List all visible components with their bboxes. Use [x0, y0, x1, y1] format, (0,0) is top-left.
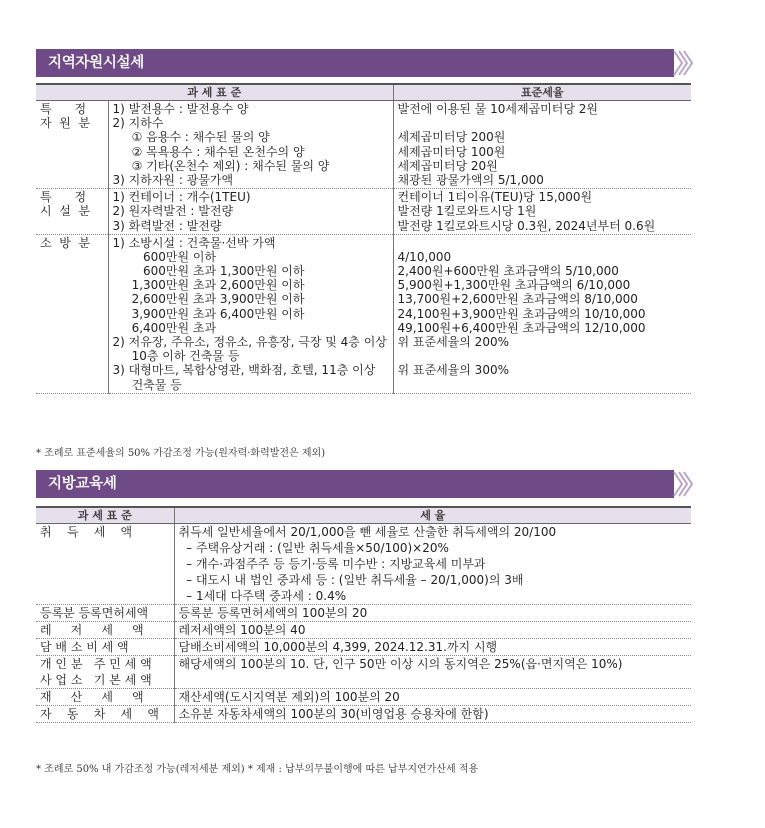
rate-cell [393, 234, 691, 393]
rate-line: 24,100원+3,900만원 초과금액의 10/10,000 [397, 306, 646, 321]
tax-base-line: 600만원 초과 1,300만원 이하 [112, 264, 305, 279]
table-row [36, 189, 691, 235]
tax-base-line: 1,300만원 초과 2,600만원 이하 [112, 278, 305, 293]
rate-line [398, 349, 688, 363]
header-rate: 세 율 [174, 507, 691, 524]
rate-cell [174, 656, 691, 689]
category-cell [36, 706, 174, 723]
section1-title-band [36, 49, 692, 77]
tax-base-cell [108, 234, 393, 393]
rate-cell [174, 639, 691, 656]
rate-cell [174, 689, 691, 706]
category-cell [36, 622, 174, 639]
category-cell [36, 189, 108, 235]
category-label: 재 산 세 액 [40, 690, 144, 704]
section2-footnote: * 조례로 50% 내 가감조정 가능(레저세분 제외) * 제재 : 납부의무불이행에 따른 납부지연가산세 적용 [36, 764, 479, 775]
rate-line [398, 378, 688, 392]
rate-line: 소유분 자동차세액의 100분의 30(비영업용 승용차에 한함) [178, 707, 489, 721]
tax-base-line: 건축물 등 [112, 377, 182, 392]
tax-base-line: ③ 기타(온천수 제외) : 채수된 물의 양 [112, 158, 330, 173]
rate-line: – 대도시 내 법인 중과세 등 : (일반 취득세율 – 20/1,000)의 3배 [178, 573, 524, 587]
table-header [36, 84, 691, 101]
tax-base-line: 2) 지하수 [112, 116, 164, 131]
rate-cell [174, 605, 691, 622]
category-cell [36, 101, 108, 189]
header-rate: 표준세율 [393, 84, 691, 101]
tax-base-line: 2) 원자력발전 : 발전량 [112, 204, 234, 219]
chevron-decoration-icon [672, 470, 694, 498]
header-tax-base: 과 세 표 준 [36, 507, 174, 524]
tax-base-line: 2) 저유장, 주유소, 정유소, 유흥장, 극장 및 4층 이상 [112, 335, 387, 349]
rate-cell [393, 101, 691, 189]
category-cell [36, 656, 174, 689]
table-row [36, 706, 691, 723]
table-row [36, 524, 691, 605]
rate-cell [174, 622, 691, 639]
category-label: 자 동 차 세 액 [40, 707, 159, 721]
tax-base-line: 6,400만원 초과 [112, 320, 217, 335]
rate-line: 담배소비세액의 10,000분의 4,399, 2024.12.31.까지 시행 [178, 640, 498, 654]
tax-base-line: 1) 발전용수 : 발전용수 양 [112, 102, 249, 116]
header-tax-base: 과 세 표 준 [36, 84, 393, 101]
table-header [36, 507, 691, 524]
rate-line: 재산세액(도시지역분 제외)의 100분의 20 [178, 690, 400, 704]
rate-line: – 주택유상거래 : (일반 취득세율×50/100)×20% [178, 541, 449, 555]
tax-base-line: 10층 이하 건축물 등 [112, 349, 240, 364]
category-label: 레 저 세 액 [40, 623, 144, 637]
category-cell [36, 234, 108, 393]
rate-line: – 1세대 다주택 중과세 : 0.4% [178, 589, 347, 603]
rate-line: 발전량 1킬로와트시당 0.3원, 2024년부터 0.6원 [397, 218, 656, 233]
rate-line: 위 표준세율의 200% [397, 335, 509, 349]
tax-base-line: 1) 컨테이너 : 개수(1TEU) [112, 190, 251, 205]
tax-base-cell [108, 101, 393, 189]
rate-cell [393, 189, 691, 235]
tax-base-line: 3) 대형마트, 복합상영관, 백화점, 호텔, 11층 이상 [112, 363, 376, 378]
category-label: 등록분 등록면허세액 [40, 606, 149, 620]
tax-base-line: 3) 화력발전 : 발전량 [112, 218, 222, 233]
rate-line: – 개수·과점주주 등 등기·등록 미수반 : 지방교육세 미부과 [178, 557, 486, 571]
rate-line [398, 236, 688, 250]
table-row [36, 689, 691, 706]
rate-cell [174, 524, 691, 605]
tax-base-line: ① 음용수 : 채수된 물의 양 [112, 130, 270, 145]
tax-base-cell [108, 189, 393, 235]
table-row [36, 605, 691, 622]
rate-line: 취득세 일반세율에서 20/1,000을 뺀 세율로 산출한 취득세액의 20/100 [178, 525, 557, 539]
rate-line: 해당세액의 100분의 10. 단, 인구 50만 이상 시의 동지역은 25%(읍·면지역은 10%) [178, 657, 623, 671]
category-cell [36, 689, 174, 706]
category-cell [36, 605, 174, 622]
table-row [36, 622, 691, 639]
rate-line: 등록분 등록면허세액의 100분의 20 [178, 606, 368, 620]
category-label: 사 업 소 기 본 세 액 [40, 673, 152, 687]
category-cell [36, 524, 174, 605]
tax-base-line: 1) 소방시설 : 건축물·선박 가액 [112, 235, 276, 250]
rate-line: 5,900원+1,300만원 초과금액의 6/10,000 [397, 278, 631, 293]
table-row [36, 639, 691, 656]
tax-base-line: 3) 지하자원 : 광물가액 [112, 172, 234, 187]
section1-footnote: * 조례로 표준세율의 50% 가감조정 가능(원자력·화력발전은 제외) [36, 448, 326, 459]
rate-line: 채광된 광물가액의 5/1,000 [397, 172, 544, 187]
rate-line: 레저세액의 100분의 40 [178, 623, 306, 637]
category-label: 특 정 [40, 102, 87, 116]
tax-base-line: 600만원 이하 [112, 249, 217, 264]
category-label: 취 득 세 액 [40, 525, 133, 539]
rate-line: 발전량 1킬로와트시당 1원 [397, 204, 537, 219]
table-row [36, 656, 691, 689]
rate-line [398, 116, 688, 130]
category-label: 특 정 [40, 190, 87, 205]
section2-table [36, 506, 691, 723]
rate-line: 세제곱미터당 200원 [397, 130, 506, 145]
section2-title: 지방교육세 [48, 476, 117, 492]
tax-base-line: 3,900만원 초과 6,400만원 이하 [112, 306, 305, 321]
rate-line: 위 표준세율의 300% [397, 363, 509, 378]
rate-cell [174, 706, 691, 723]
tax-base-line: ② 목욕용수 : 채수된 온천수의 양 [112, 144, 305, 159]
rate-line: 발전에 이용된 물 10세제곱미터당 2원 [397, 102, 598, 116]
rate-line: 컨테이너 1티이유(TEU)당 15,000원 [397, 190, 593, 205]
table-row [36, 101, 691, 189]
section1-table [36, 83, 691, 394]
rate-line: 세제곱미터당 100원 [397, 144, 506, 159]
chevron-decoration-icon [672, 49, 694, 77]
category-label: 담 배 소 비 세 액 [40, 640, 129, 654]
rate-line: 13,700원+2,600만원 초과금액의 8/10,000 [397, 292, 638, 307]
rate-line: 49,100원+6,400만원 초과금액의 12/10,000 [397, 320, 646, 335]
section2-title-band [36, 470, 692, 498]
section1-title: 지역자원시설세 [48, 55, 144, 71]
rate-line: 4/10,000 [397, 249, 452, 264]
table-row [36, 234, 691, 393]
category-label: 소 방 분 [40, 235, 91, 250]
category-label: 시 설 분 [40, 204, 91, 219]
category-label: 자 원 분 [40, 116, 91, 131]
tax-base-line: 2,600만원 초과 3,900만원 이하 [112, 292, 305, 307]
rate-line: 세제곱미터당 20원 [397, 158, 498, 173]
category-cell [36, 639, 174, 656]
title-bar [36, 470, 674, 498]
category-label: 개 인 분 주 민 세 액 [40, 657, 152, 671]
rate-line: 2,400원+600만원 초과금액의 5/10,000 [397, 264, 619, 279]
